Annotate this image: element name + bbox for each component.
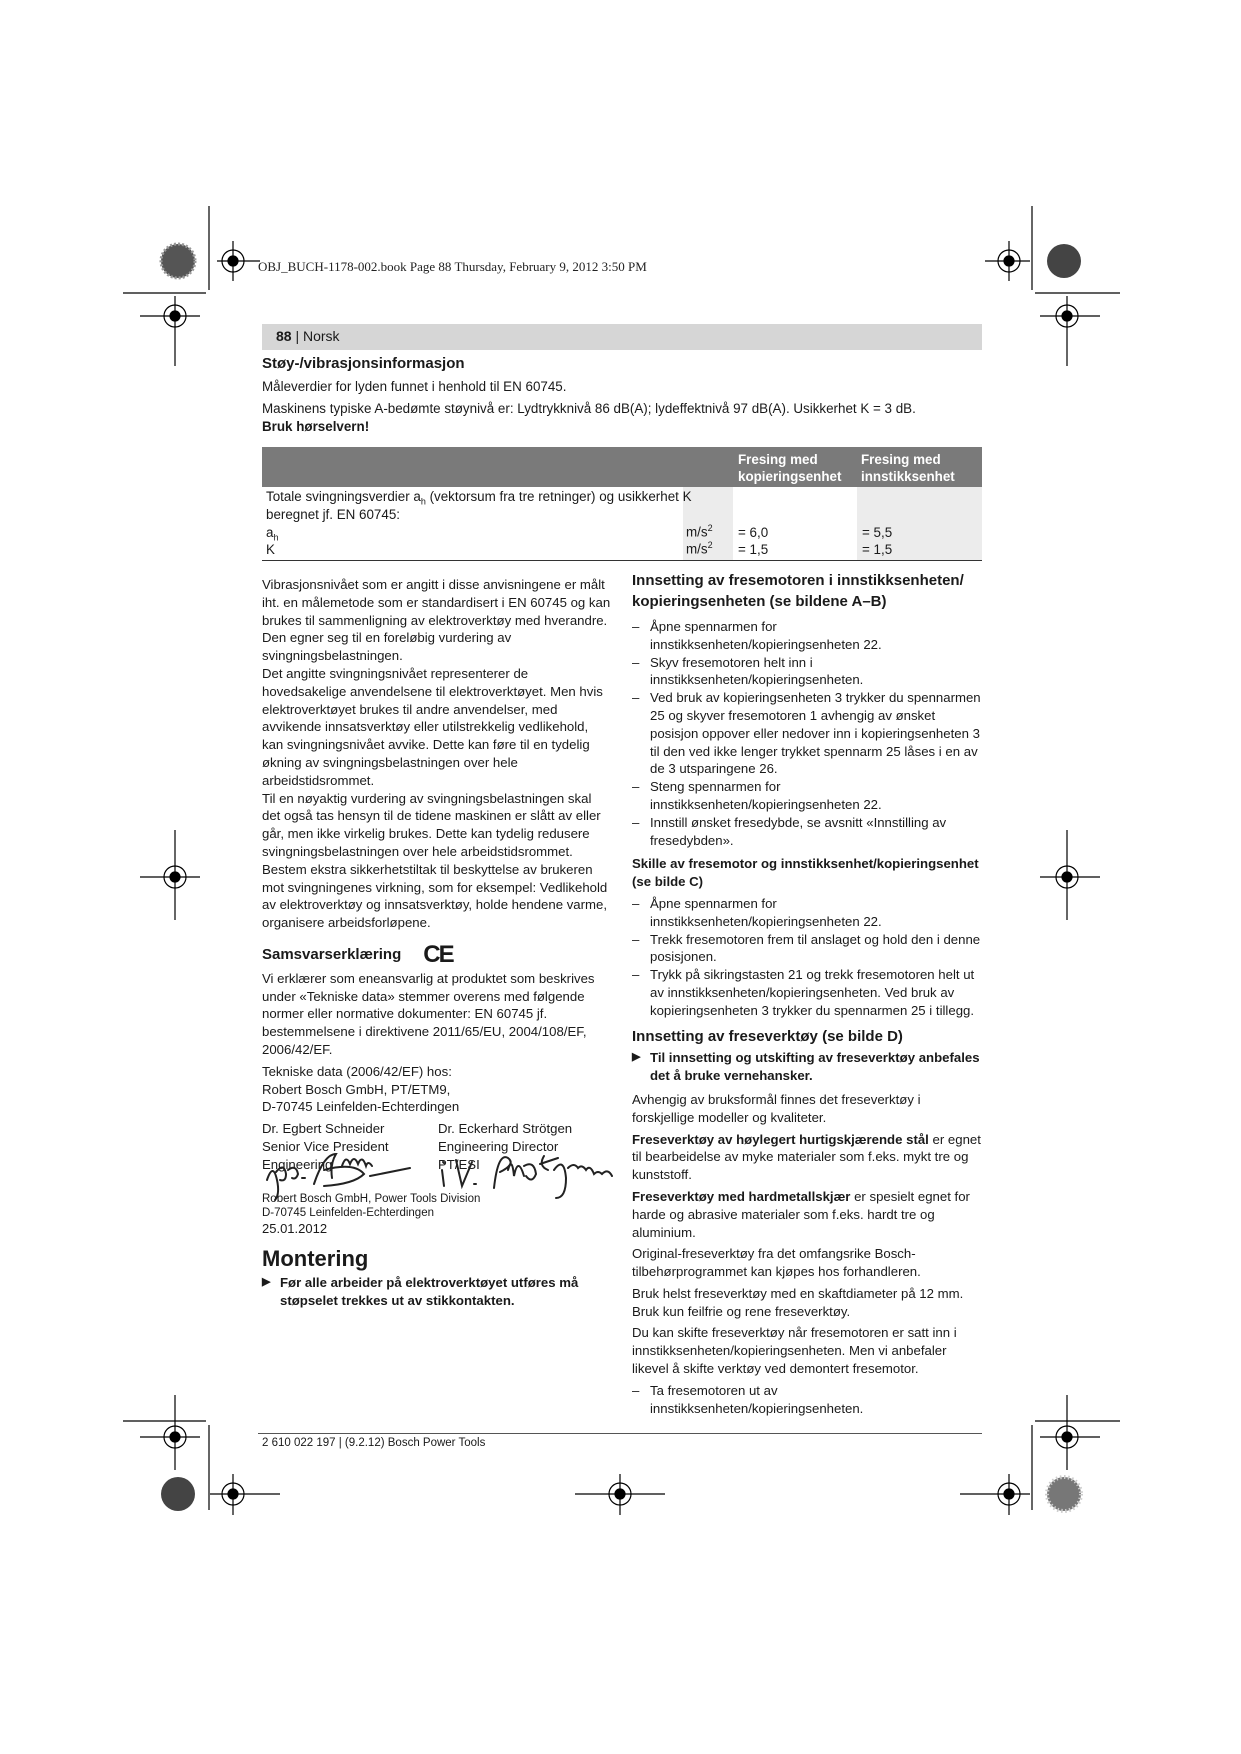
ce-mark-icon: CE [423,940,453,968]
noise-p1: Måleverdier for lyden funnet i henhold til EN 60745. [262,379,567,394]
row-k-unit-sup: 2 [707,540,713,550]
insert-steps [632,618,982,849]
tool-steps [632,1382,982,1418]
row-ah-unit-main: m/s [686,524,708,540]
montering-section [262,1246,612,1309]
col-header-innstikk-line2: innstikksenhet [861,469,955,484]
vibration-table-body [262,487,982,561]
tool-title: Innsetting av freseverktøy (se bilde D) [632,1027,903,1045]
dash-marker: – [632,895,640,911]
header-separator: | [291,328,303,344]
col-header-kopiering-line1: Fresing med [738,452,818,467]
signatory-2-name: Dr. Eckerhard Strötgen [438,1121,573,1137]
row-ah-value-innstikk: = 5,5 [862,525,893,540]
separate-item-text: Trekk fresemotoren frem til anslaget og hold den i denne posisjonen. [650,931,981,965]
arrow-right-icon: ▶ [262,1275,271,1288]
vib-paragraph-4: Bestem ekstra sikkerhetstiltak til beskyttelse av brukeren mot svingningenes virkning, som for eksempel: Vedlikehold av elektroverktøy og innsatsverktøy, holde hendene varme, organisere arbeidsforløpene. [262,861,608,931]
left-column [262,576,612,1174]
conformity-heading [262,940,612,968]
tech-data-line3: D-70745 Leinfelden-Echterdingen [262,1099,460,1115]
col-header-kopiering-line2: kopieringsenhet [738,469,842,484]
insert-item [632,689,982,778]
row-ah-label [266,525,278,543]
tool-warning-text: Til innsetting og utskifting av freseverktøy anbefales det å bruke vernehansker. [650,1050,980,1084]
separate-item [632,931,982,967]
separate-item [632,895,982,931]
tool-paragraph-5b: Bruk kun feilfrie og rene freseverktøy. [632,1303,851,1319]
vib-desc-line1 [266,489,692,507]
tech-data-line1: Tekniske data (2006/42/EF) hos: [262,1063,452,1079]
tool-paragraph-3 [632,1188,982,1241]
noise-p3: Bruk hørselvern! [262,418,370,434]
insert-item [632,814,982,850]
separate-steps [632,895,982,1020]
row-k-value-kopiering: = 1,5 [738,542,769,557]
insert-item-text: Innstill ønsket fresedybde, se avsnitt «Innstilling av fresedybden». [650,814,947,848]
noise-section [262,355,982,435]
row-k-unit-main: m/s [686,541,708,557]
conformity-paragraph: Vi erklærer som eneansvarlig at produktet som beskrives under «Tekniske data» stemmer overens med følgende normer eller normative dokumenter: EN 60745 jf. bestemmelsene i direktivene 2011/65/EU, 2004/108/EF, 2006/42/EF. [262,970,595,1057]
dash-marker: – [632,967,640,983]
dash-marker: – [632,814,640,830]
company-line2: D-70745 Leinfelden-Echterdingen [262,1207,434,1219]
print-slug: OBJ_BUCH-1178-002.book Page 88 Thursday, February 9, 2012 3:50 PM [258,259,647,274]
row-ah-label-main: a [266,525,274,540]
insert-item-text: Åpne spennarmen for innstikksenheten/kopieringsenheten 22. [650,619,882,652]
vib-paragraph-1: Vibrasjonsnivået som er angitt i disse anvisningene er målt iht. en målemetode som er standardisert i EN 60745 og kan brukes til sammenligning av elektroverktøy med hverandre. Den egner seg til en foreløbig vurdering av svingningsbelastningen. [262,577,611,664]
tool-paragraph-5a: Bruk helst freseverktøy med en skaftdiameter på 12 mm. [632,1285,964,1301]
insert-item [632,778,982,814]
row-k-value-innstikk: = 1,5 [862,542,893,557]
row-k-label: K [266,542,275,557]
signatory-2-dept: PT/ESI [438,1156,480,1172]
dash-marker: – [632,1382,640,1398]
insert-item [632,618,982,654]
company-line1: Robert Bosch GmbH, Power Tools Division [262,1193,481,1205]
row-ah-label-sub: h [273,532,279,543]
insert-title: Innsetting av fresemotoren i innstikksenheten/ kopieringsenheten (se bildene A–B) [632,572,964,610]
vibration-table-header [262,447,982,487]
row-ah-value-kopiering: = 6,0 [738,525,769,540]
signatory-1-title: Senior Vice President [262,1138,389,1154]
conformity-title: Samsvarserklæring [262,945,402,963]
page-number: 88 [276,328,292,344]
insert-item-text: Ved bruk av kopieringsenheten 3 trykker du spennarmen 25 og skyver fresemotoren 1 avhengig av ønsket posisjon oppover eller nedover inn i kopieringsenheten 3 til den ved ikke lenger trykket spennarm 25 låses i en av de 3 utsparingene 26. [650,690,981,777]
declaration-date: 25.01.2012 [262,1221,328,1236]
col-header-innstikk-line1: Fresing med [861,452,941,467]
tool-p3-rest: er spesielt egnet for harde og abrasive materialer som f.eks. hardt tre og aluminium. [632,1188,970,1240]
tool-warning [632,1049,982,1085]
col-header-innstikk [861,451,955,485]
company-block [262,1192,612,1236]
signatory-1-dept: Engineering [262,1156,333,1172]
tool-p3-bold: Freseverktøy med hardmetallskjær [632,1188,851,1204]
insert-item [632,654,982,690]
dash-marker: – [632,931,640,947]
dash-marker: – [632,654,640,670]
montering-title: Montering [262,1246,369,1271]
montering-warning-text: Før alle arbeider på elektroverktøyet utføres må støpselet trekkes ut av stikkontakten. [280,1274,579,1308]
signatory-2-title: Engineering Director [438,1138,559,1154]
right-column [632,570,982,1421]
insert-item-text: Skyv fresemotoren helt inn i innstikksenheten/kopieringsenheten. [650,654,864,688]
dash-marker: – [632,779,640,795]
tool-p2-rest: er egnet til bearbeidelse av myke materialer som f.eks. mykt tre og kunststoff. [632,1131,981,1183]
montering-warning [262,1274,612,1310]
separate-item-text: Åpne spennarmen for innstikksenheten/kopieringsenheten 22. [650,895,882,929]
vib-paragraph-2: Det angitte svingningsnivået representerer de hovedsakelige anvendelsene til elektroverktøyet. Men hvis elektroverktøyet brukes til andre anvendelser, med avvikende innsatsverktøy eller utilstrekkelig vedlikehold, kan svingningsnivået avvike. Dette kan føre til en tydelig økning av svingningsbelastningen over hele arbeidstidsrommet. [262,665,603,788]
tool-paragraph-2 [632,1131,982,1184]
row-ah-unit [686,523,713,539]
noise-title: Støy-/vibrasjonsinformasjon [262,355,465,372]
tech-data-line2: Robert Bosch GmbH, PT/ETM9, [262,1081,451,1097]
tool-p2-bold: Freseverktøy av høylegert hurtigskjærende stål [632,1131,929,1147]
footer-rule [258,1433,982,1434]
page-number-label [276,328,340,344]
tool-item [632,1382,982,1418]
noise-p2: Maskinens typiske A-bedømte støynivå er: Lydtrykknivå 86 dB(A); lydeffektnivå 97 dB(A). Usikkerhet K = 3 dB. [262,400,916,416]
dash-marker: – [632,619,640,634]
header-language: Norsk [303,328,340,344]
page-footer: 2 610 022 197 | (9.2.12) Bosch Power Tools [262,1437,486,1449]
dash-marker: – [632,690,640,706]
page-header [262,324,982,350]
insert-item-text: Steng spennarmen for innstikksenheten/kopieringsenheten 22. [650,779,882,812]
tool-paragraph-4: Original-freseverktøy fra det omfangsrike Bosch-tilbehørprogrammet kan kjøpes hos forhandleren. [632,1246,921,1280]
vib-desc-line2: beregnet jf. EN 60745: [266,507,400,522]
row-k-unit [686,540,713,556]
signatory-1-name: Dr. Egbert Schneider [262,1121,385,1137]
tool-paragraph-1: Avhengig av bruksformål finnes det freseverktøy i forskjellige modeller og kvaliteter. [632,1091,921,1125]
vib-desc-sub: h [420,496,426,507]
col-header-kopiering [738,451,841,485]
tool-paragraph-6: Du kan skifte freseverktøy når fresemotoren er satt inn i innstikksenheten/kopieringsenheten. Men vi anbefaler likevel å skifte verktøy ved demontert fresemotor. [632,1325,957,1377]
separate-item [632,966,982,1019]
separate-title: Skille av fresemotor og innstikksenhet/kopieringsenhet (se bilde C) [632,856,979,890]
separate-item-text: Trykk på sikringstasten 21 og trekk fresemotoren helt ut av innstikksenheten/kopieringsenheten. Ved bruk av kopieringsenheten 3 trykker du spennarmen 25 i tillegg. [650,967,975,1018]
row-ah-unit-sup: 2 [707,523,713,533]
arrow-right-icon: ▶ [632,1051,641,1064]
vib-desc-pre: Totale svingningsverdier a [266,489,421,504]
tool-item-text: Ta fresemotoren ut av innstikksenheten/kopieringsenheten. [650,1382,864,1416]
vib-paragraph-3: Til en nøyaktig vurdering av svingningsbelastningen skal det også tas hensyn til de tidene maskinen er slått av eller går, men ikke virkelig brukes. Dette kan tydelig redusere svingningsbelastningen over hele arbeidstidsrommet. [262,790,601,859]
vib-desc-post: (vektorsum fra tre retninger) og usikkerhet K [425,489,692,504]
